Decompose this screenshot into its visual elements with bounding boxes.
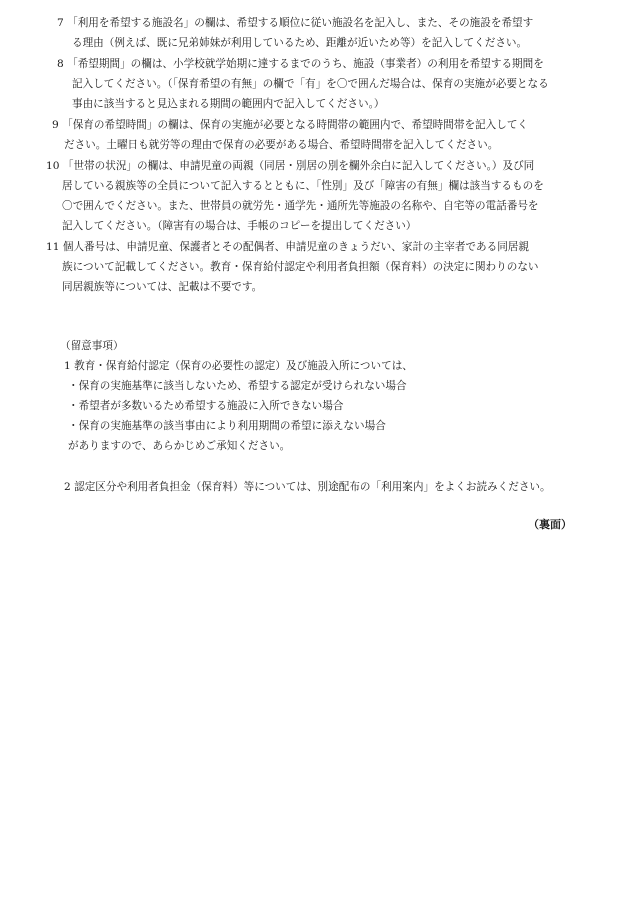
item-10-line-2: 居している親族等の全員について記入するとともに、「性別」及び「障害の有無」欄は該当するものを: [62, 180, 544, 192]
note-1-bullet-1: ・保育の実施基準に該当しないため、希望する認定が受けられない場合: [68, 380, 407, 392]
item-7-line-2: る理由（例えば、既に兄弟姉妹が利用しているため、距離が近いため等）を記入してください。: [72, 37, 528, 49]
note-1-intro: 1 教育・保育給付認定（保育の必要性の認定）及び施設入所については、: [64, 360, 413, 372]
item-11-line-2: 族について記載してください。教育・保育給付認定や利用者負担額（保育料）の決定に関わりのない: [62, 261, 539, 273]
item-9-line-2: ださい。土曜日も就労等の理由で保育の必要がある場合、希望時間帯を記入してください。: [64, 139, 499, 151]
item-11-line-1: 11 個人番号は、申請児童、保護者とその配偶者、申請児童のきょうだい、家計の主宰者である同居親: [46, 241, 529, 253]
item-8-line-2: 記入してください。（「保育希望の有無」の欄で「有」を〇で囲んだ場合は、保育の実施が必要となる: [72, 78, 549, 90]
item-11-line-3: 同居親族等については、記載は不要です。: [62, 281, 263, 293]
note-1-bullet-3: ・保育の実施基準の該当事由により利用期間の希望に添えない場合: [68, 420, 386, 432]
page-side-label: （裏面）: [528, 518, 572, 531]
item-10-line-3: 〇で囲んでください。また、世帯員の就労先・通学先・通所先等施設の名称や、自宅等の電話番号を: [62, 200, 539, 212]
notes-heading: （留意事項）: [60, 340, 124, 352]
note-2: 2 認定区分や利用者負担金（保育料）等については、別途配布の「利用案内」をよくお読みください。: [64, 481, 551, 493]
item-10-line-4: 記入してください。（障害有の場合は、手帳のコピーを提出してください）: [62, 220, 417, 232]
item-8-line-1: 8 「希望期間」の欄は、小学校就学始期に達するまでのうち、施設（事業者）の利用を希望する期間を: [57, 58, 544, 70]
item-7-line-1: 7 「利用を希望する施設名」の欄は、希望する順位に従い施設名を記入し、また、その施設を希望す: [57, 17, 534, 29]
item-9-line-1: 9 「保育の希望時間」の欄は、保育の実施が必要となる時間帯の範囲内で、希望時間帯を記入してく: [52, 119, 529, 131]
item-10-line-1: 10 「世帯の状況」の欄は、申請児童の両親（同居・別居の別を欄外余白に記入してください。）及び同: [46, 160, 535, 172]
note-1-bullet-2: ・希望者が多数いるため希望する施設に入所できない場合: [68, 400, 344, 412]
item-8-line-3: 事由に該当すると見込まれる期間の範囲内で記入してください。）: [72, 98, 385, 110]
note-1-closing: がありますので、あらかじめご承知ください。: [68, 440, 291, 452]
